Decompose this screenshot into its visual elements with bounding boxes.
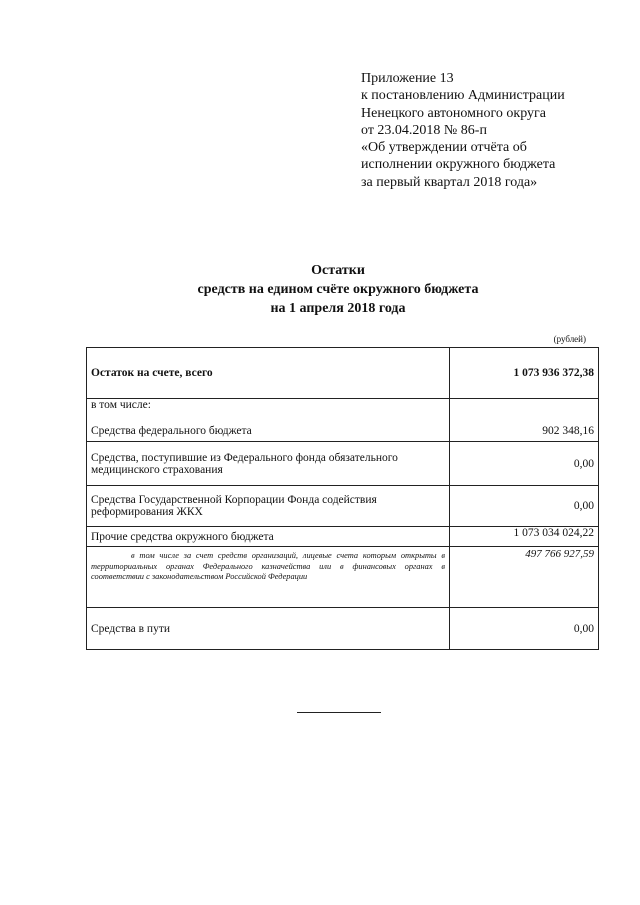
row-value: 902 348,16	[450, 421, 599, 442]
header-line: «Об утверждении отчёта об	[361, 140, 527, 156]
table-row	[87, 421, 599, 442]
title-line-3: на 1 апреля 2018 года	[270, 301, 406, 316]
units-label: (рублей)	[553, 334, 586, 344]
nested-label: в том числе за счет средств организаций, лицевые счета которым открыты в территориальных органах Федерального казначейства или в финансовых органах в соответствии с законодательством Российской Федерации	[87, 547, 450, 608]
row-label: Средства федерального бюджета	[87, 421, 450, 442]
total-value: 1 073 936 372,38	[450, 348, 599, 399]
row-value: 1 073 034 024,22	[450, 527, 599, 547]
header-line: к постановлению Администрации	[361, 88, 565, 104]
total-label: Остаток на счете, всего	[87, 348, 450, 399]
balance-table	[86, 347, 599, 650]
title-line-1: Остатки	[311, 263, 365, 278]
table-row	[87, 486, 599, 527]
header-line: Ненецкого автономного округа	[361, 105, 546, 121]
nested-row	[87, 547, 599, 608]
header-line: за первый квартал 2018 года»	[361, 174, 538, 190]
header-line: исполнении окружного бюджета	[361, 157, 556, 173]
title-line-2: средств на едином счёте окружного бюджета	[197, 282, 479, 297]
intro-row	[87, 399, 599, 421]
row-value: 0,00	[450, 442, 599, 486]
row-label: Средства Государственной Корпорации Фонда содействия реформирования ЖКХ	[87, 486, 450, 527]
transit-label: Средства в пути	[87, 608, 450, 650]
row-label: Прочие средства окружного бюджета	[87, 527, 450, 547]
total-row	[87, 348, 599, 399]
document-title	[0, 261, 640, 318]
row-value: 0,00	[450, 486, 599, 527]
transit-value: 0,00	[450, 608, 599, 650]
intro-label: в том числе:	[87, 399, 450, 421]
table-row	[87, 527, 599, 547]
appendix-header	[361, 70, 611, 191]
nested-value: 497 766 927,59	[450, 547, 599, 608]
transit-row	[87, 608, 599, 650]
closing-line	[297, 712, 381, 713]
header-line: от 23.04.2018 № 86-п	[361, 122, 487, 138]
header-line: Приложение 13	[361, 71, 454, 86]
table-row	[87, 442, 599, 486]
row-label: Средства, поступившие из Федерального фонда обязательного медицинского страхования	[87, 442, 450, 486]
